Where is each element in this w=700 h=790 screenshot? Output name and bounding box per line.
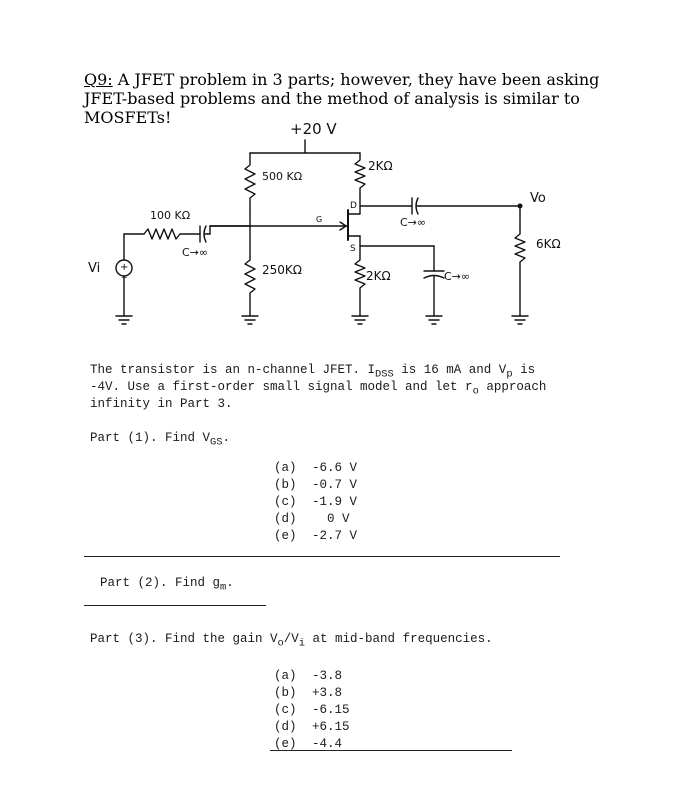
label-vo: Vo: [530, 191, 546, 206]
resistor-drain: [355, 153, 365, 198]
part3-label: Part (3). Find the gain $V_o/V_i$ at mid-band frequencies.: [90, 632, 493, 650]
option-letter: (a): [274, 461, 297, 475]
description-line-2: -4V. Use a first-order small signal model and let $r_o$ approach: [90, 380, 547, 398]
option-letter: (e): [274, 737, 297, 751]
label-c-output: C→∞: [400, 216, 427, 229]
divider-part1: [84, 556, 560, 557]
option-row: [274, 461, 358, 475]
option-row: [274, 529, 358, 543]
description-line-3: infinity in Part 3.: [90, 397, 233, 411]
option-value: -2.7 V: [312, 529, 358, 543]
option-value: -6.6 V: [312, 461, 358, 475]
option-letter: (b): [274, 686, 297, 700]
label-r-input: 100 KΩ: [150, 209, 191, 222]
label-r-source: 2KΩ: [366, 269, 391, 283]
label-source: S: [350, 244, 356, 254]
option-letter: (c): [274, 495, 297, 509]
resistor-250k: [245, 256, 255, 316]
option-value: -0.7 V: [312, 478, 358, 492]
label-vi: Vi: [88, 261, 101, 276]
part1-label: Part (1). Find $V_{GS}$.: [90, 431, 231, 449]
label-r-drain: 2KΩ: [368, 159, 393, 173]
option-row: [274, 478, 358, 492]
option-value: +3.8: [312, 686, 343, 700]
description-line-1: The transistor is an n-channel JFET. $I_{DSS}$ is 16 mA and $V_p$ is: [90, 363, 536, 381]
label-c-input: C→∞: [182, 246, 209, 259]
option-row: [274, 703, 350, 717]
supply-label: +20 V: [290, 120, 337, 138]
option-value: 0 V: [312, 512, 350, 526]
question-number: Q9:: [84, 70, 113, 89]
option-value: -6.15: [312, 703, 350, 717]
label-vi-minus: −: [121, 273, 128, 282]
option-value: -1.9 V: [312, 495, 358, 509]
divider-part3: [270, 750, 512, 751]
option-row: [274, 686, 343, 700]
divider-part2: [84, 605, 266, 606]
option-row: [274, 720, 350, 734]
circuit-diagram: [0, 110, 700, 470]
option-row: [274, 495, 358, 509]
option-row: [274, 669, 343, 683]
option-row: [274, 512, 350, 526]
label-r-gate-bottom: 250KΩ: [262, 263, 302, 277]
resistor-500k: [245, 153, 255, 214]
option-letter: (a): [274, 669, 297, 683]
resistor-load: [515, 228, 525, 316]
option-value: -4.4: [312, 737, 343, 751]
resistor-source: [355, 256, 365, 316]
option-value: +6.15: [312, 720, 350, 734]
question-text: A JFET problem in 3 parts; however, they have been asking JFET-based problems and the method of analysis is similar to MOSFETs!: [84, 70, 600, 127]
label-vi-plus: +: [120, 262, 129, 273]
label-drain: D: [350, 201, 357, 211]
option-letter: (b): [274, 478, 297, 492]
label-c-bypass: C→∞: [444, 270, 471, 283]
option-letter: (d): [274, 512, 297, 526]
resistor-100k: [144, 229, 200, 239]
label-r-load: 6KΩ: [536, 237, 561, 251]
option-letter: (d): [274, 720, 297, 734]
option-value: -3.8: [312, 669, 343, 683]
option-letter: (e): [274, 529, 297, 543]
option-row: [274, 737, 343, 751]
label-r-gate-top: 500 KΩ: [262, 170, 303, 183]
part2-label: Part (2). Find $g_m$.: [100, 576, 234, 594]
option-letter: (c): [274, 703, 297, 717]
label-gate: G: [316, 215, 323, 224]
